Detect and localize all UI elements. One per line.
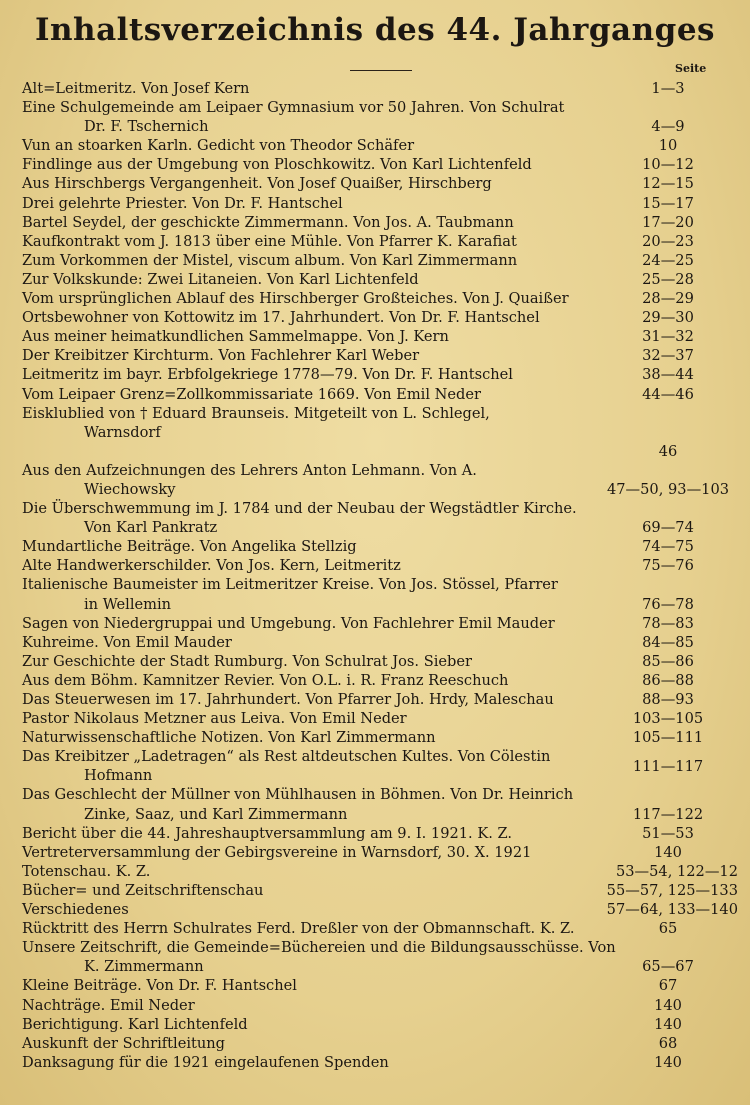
toc-entry-title: Eine Schulgemeinde am Leipaer Gymnasium vor 50 Jahren. Von Schulrat [22,99,565,117]
toc-entry-title: Zinke, Saaz, und Karl Zimmermann [84,805,348,823]
toc-entry-title: Mundartliche Beiträge. Von Angelika Stellzig [22,538,357,556]
toc-entry-title: Auskunft der Schriftleitung [22,1034,226,1052]
toc-entry-title: Vom Leipaer Grenz=Zollkommissariate 1669. Von Emil Neder [22,385,482,403]
toc-entry-page: 74—75 [642,538,694,556]
toc-entry-title: Kuhreime. Von Emil Mauder [22,633,232,651]
toc-entry [22,976,738,995]
toc-entry-page: 140 [654,843,682,861]
toc-entry-title: Bartel Seydel, der geschickte Zimmermann. Von Jos. A. Taubmann [22,213,514,231]
toc-entry-title: Der Kreibitzer Kirchturm. Von Fachlehrer Karl Weber [22,347,420,365]
title-divider [350,70,412,71]
toc-entry-page: 65 [658,920,678,938]
toc-entry [22,1053,738,1072]
toc-entry-title: Von Karl Pankratz [84,519,218,537]
toc-entry-title: in Wellemin [84,595,172,613]
toc-entry-page: 46 [658,442,678,460]
toc-entry-title: Findlinge aus der Umgebung von Ploschkowitz. Von Karl Lichtenfeld [22,156,532,174]
toc-entry-page: 75—76 [642,557,694,575]
toc-entry-page: 10 [658,137,678,155]
toc-entry-page: 57—64, 133—140 [606,901,738,919]
toc-entry-page: 140 [654,996,682,1014]
toc-entry [22,136,738,155]
toc-entry-page: 10—12 [642,156,694,174]
toc-entry-title: Zur Volkskunde: Zwei Litaneien. Von Karl Lichtenfeld [22,270,419,288]
toc-entry-page: 31—32 [642,328,694,346]
toc-entry-title: Danksagung für die 1921 eingelaufenen Spenden [22,1053,389,1071]
toc-entry-page: 20—23 [642,232,694,250]
toc-entry-title: Aus dem Böhm. Kamnitzer Revier. Von O.L. i. R. Franz Reeschuch [22,671,509,689]
toc-entry [22,881,738,900]
toc-entry-page: 105—111 [632,729,704,747]
toc-entry-page: 103—105 [632,710,704,728]
toc-entry-title: Drei gelehrte Priester. Von Dr. F. Hantschel [22,194,343,212]
toc-entry-title: Italienische Baumeister im Leitmeritzer Kreise. Von Jos. Stössel, Pfarrer [22,576,558,594]
toc-entry-title: Naturwissenschaftliche Notizen. Von Karl Zimmermann [22,729,436,747]
toc-entry-page: 117—122 [632,805,704,823]
toc-entry-title: Nachträge. Emil Neder [22,996,195,1014]
toc-entry-page: 88—93 [642,691,694,708]
toc-entry-page: 29—30 [642,309,694,327]
toc-entry [22,652,738,671]
toc-entry [22,900,738,919]
toc-entry-page: 28—29 [642,290,694,308]
toc-entry-page: 51—53 [642,824,694,842]
toc-entry [22,232,738,251]
toc-entry-page: 32—37 [642,347,694,365]
toc-entry [22,365,738,384]
toc-entry-title: Leitmeritz im bayr. Erbfolgekriege 1778—79. Von Dr. F. Hantschel [22,366,513,384]
toc-entry-title: Bücher= und Zeitschriftenschau [22,881,264,899]
toc-entry [22,671,738,690]
toc-entry-title: Totenschau. K. Z. [22,862,151,880]
toc-entry [22,289,738,308]
toc-entry-page: 53—54, 122—12 [615,862,738,880]
toc-entry-page: 84—85 [642,633,694,651]
toc-entry-title: Rücktritt des Herrn Schulrates Ferd. Dreßler von der Obmannschaft. K. Z. [22,920,575,938]
toc-entry-title: Alte Handwerkerschilder. Von Jos. Kern, Leitmeritz [22,557,401,575]
toc-entry [22,251,738,270]
table-of-contents [22,79,738,1072]
toc-entry [22,270,738,289]
toc-entry-page: 25—28 [642,270,694,288]
toc-entry-title: Kaufkontrakt vom J. 1813 über eine Mühle. Von Pfarrer K. Karafiat [22,232,517,250]
toc-entry [22,79,738,98]
toc-entry [22,404,738,461]
toc-entry-page: 69—74 [642,519,694,537]
toc-entry [22,556,738,575]
toc-entry-page: 65—67 [642,958,694,976]
toc-entry-title: Aus den Aufzeichnungen des Lehrers Anton Lehmann. Von A. [22,461,477,479]
toc-entry-title: Pastor Nikolaus Metzner aus Leiva. Von Emil Neder [22,710,407,728]
toc-entry-title: Unsere Zeitschrift, die Gemeinde=Büchereien und die Bildungsausschüsse. Von [22,939,616,957]
toc-entry-title: Ortsbewohner von Kottowitz im 17. Jahrhundert. Von Dr. F. Hantschel [22,309,540,327]
toc-entry-title: Berichtigung. Karl Lichtenfeld [22,1015,248,1033]
toc-entry-title: Bericht über die 44. Jahreshauptversammlung am 9. I. 1921. K. Z. [22,824,513,842]
toc-entry [22,308,738,327]
toc-entry [22,346,738,365]
toc-entry [22,690,738,709]
toc-entry [22,575,738,613]
toc-entry-title: Das Steuerwesen im 17. Jahrhundert. Von Pfarrer Joh. Hrdy, Maleschau [22,691,554,708]
toc-entry-title: Hofmann [84,767,153,785]
toc-entry [22,938,738,976]
toc-entry [22,862,738,881]
toc-entry [22,824,738,843]
toc-entry-title: Die Überschwemmung im J. 1784 und der Neubau der Wegstädtler Kirche. [22,500,577,518]
toc-entry-title: Wiechowsky [84,480,176,498]
toc-entry [22,1015,738,1034]
toc-entry [22,327,738,346]
toc-entry [22,385,738,404]
toc-entry-title: Aus Hirschbergs Vergangenheit. Von Josef Quaißer, Hirschberg [22,175,492,193]
toc-entry [22,633,738,652]
toc-entry-page: 1—3 [651,80,685,97]
toc-entry-title: Das Geschlecht der Müllner von Mühlhausen in Böhmen. Von Dr. Heinrich [22,786,574,804]
toc-entry-title: Vom ursprünglichen Ablauf des Hirschberger Großteiches. Von J. Quaißer [22,290,569,308]
toc-entry-page: 85—86 [642,652,694,670]
toc-entry [22,1034,738,1053]
toc-entry-page: 15—17 [642,194,694,212]
toc-entry [22,996,738,1015]
page-title: Inhaltsverzeichnis des 44. Jahrganges [34,12,715,48]
toc-entry [22,709,738,728]
toc-entry-page: 38—44 [642,366,694,384]
toc-entry-title: Aus meiner heimatkundlichen Sammelmappe. Von J. Kern [22,328,449,346]
toc-entry-page: 44—46 [642,385,694,403]
toc-entry [22,194,738,213]
toc-entry-title: Warnsdorf [84,423,161,441]
toc-entry-page: 68 [658,1034,678,1052]
toc-entry-page: 67 [658,977,678,995]
page-column-label: Seite [675,62,707,75]
toc-entry-title: Das Kreibitzer „Ladetragen“ als Rest altdeutschen Kultes. Von Cölestin [22,748,551,766]
toc-entry [22,919,738,938]
toc-entry-page: 55—57, 125—133 [606,881,738,899]
toc-entry-page: 76—78 [642,595,694,613]
toc-entry-title: Eisklublied von † Eduard Braunseis. Mitgeteilt von L. Schlegel, [22,404,490,422]
toc-entry [22,174,738,193]
toc-entry-title: Vertreterversammlung der Gebirgsvereine in Warnsdorf, 30. X. 1921 [22,843,532,861]
toc-entry [22,499,738,537]
toc-entry [22,537,738,556]
toc-entry [22,614,738,633]
toc-entry-page: 78—83 [642,614,694,632]
toc-entry-page: 86—88 [642,671,694,689]
toc-entry [22,155,738,174]
toc-entry-title: K. Zimmermann [84,958,204,976]
toc-entry [22,98,738,136]
toc-entry-page: 24—25 [642,251,694,269]
toc-entry-title: Alt=Leitmeritz. Von Josef Kern [22,80,250,97]
toc-entry-page: 17—20 [642,213,694,231]
toc-entry [22,747,738,785]
toc-entry-title: Zur Geschichte der Stadt Rumburg. Von Schulrat Jos. Sieber [22,652,472,670]
toc-entry-page: 140 [654,1015,682,1033]
toc-entry-title: Sagen von Niedergruppai und Umgebung. Von Fachlehrer Emil Mauder [22,614,555,632]
toc-entry [22,213,738,232]
toc-entry-page: 12—15 [642,175,694,193]
toc-entry-page: 140 [654,1053,682,1071]
toc-entry-page: 4—9 [651,118,685,136]
toc-entry-title: Vun an stoarken Karln. Gedicht von Theodor Schäfer [22,137,415,155]
toc-entry-page: 111—117 [632,758,704,776]
toc-entry-title: Zum Vorkommen der Mistel, viscum album. Von Karl Zimmermann [22,251,518,269]
toc-entry-page: 47—50, 93—103 [606,480,730,498]
toc-entry [22,785,738,823]
toc-entry-title: Dr. F. Tschernich [84,118,209,136]
toc-entry-title: Verschiedenes [22,901,129,919]
toc-entry [22,728,738,747]
toc-entry [22,843,738,862]
toc-entry [22,461,738,499]
toc-entry-title: Kleine Beiträge. Von Dr. F. Hantschel [22,977,297,995]
